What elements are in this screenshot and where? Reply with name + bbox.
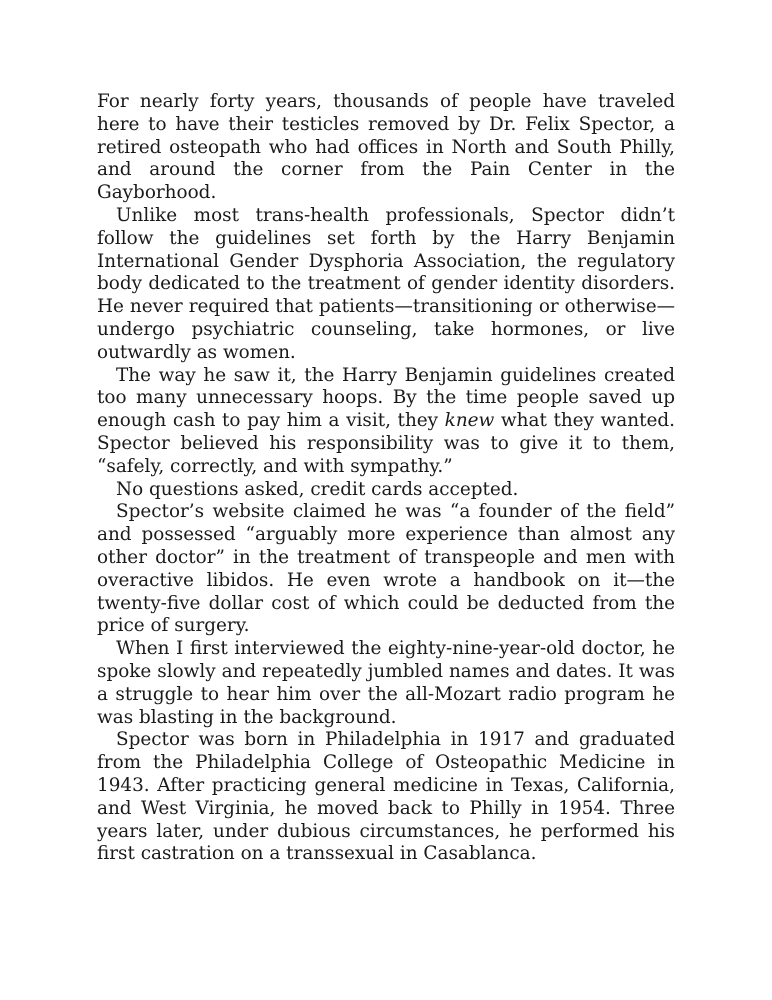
paragraph-6: When I first interviewed the eighty-nine-year-old doctor, he spoke slowly and repeatedly jumbled names and dates. It was a struggle to hear him over the all-Mozart radio program he was blasting in the background. xyxy=(97,638,675,728)
page-body xyxy=(97,91,675,866)
paragraph-3-italic: knew xyxy=(444,410,495,432)
paragraph-5: Spector’s website claimed he was “a founder of the field” and possessed “arguably more experience than almost any other doctor” in the treatment of transpeople and men with overactive libidos. He even wrote a handbook on it—the twenty-five dollar cost of which could be deducted from the price of surgery. xyxy=(97,501,675,637)
paragraph-4: No questions asked, credit cards accepted. xyxy=(116,478,519,500)
paragraph-1: For nearly forty years, thousands of people have traveled here to have their testicles removed by Dr. Felix Spector, a retired osteopath who had offices in North and South Philly, and around the corner from the Pain Center in the Gayborhood. xyxy=(97,91,675,204)
paragraph-3 xyxy=(97,365,675,479)
paragraph-2: Unlike most trans-health professionals, Spector didn’t follow the guidelines set forth by the Harry Benjamin International Gender Dysphoria Association, the regulatory body dedicated to the treatment of gender identity disorders. He never required that patients—transitioning or otherwise—undergo psychiatric counseling, take hormones, or live outwardly as women. xyxy=(97,204,675,363)
paragraph-7: Spector was born in Philadelphia in 1917 and graduated from the Philadelphia College of Osteopathic Medicine in 1943. After practicing general medicine in Texas, California, and West Virginia, he moved back to Philly in 1954. Three years later, under dubious circumstances, he performed his first castration on a transsexual in Casablanca. xyxy=(97,729,675,865)
paragraph-3-after: what they wanted. Spector believed his responsibility was to give it to them, “safely, correctly, and with sympathy.” xyxy=(97,410,675,477)
paragraph-3-before: The way he saw it, the Harry Benjamin guidelines created too many unnecessary hoops. By the time people saved up enough cash to pay him a visit, they xyxy=(97,364,675,432)
